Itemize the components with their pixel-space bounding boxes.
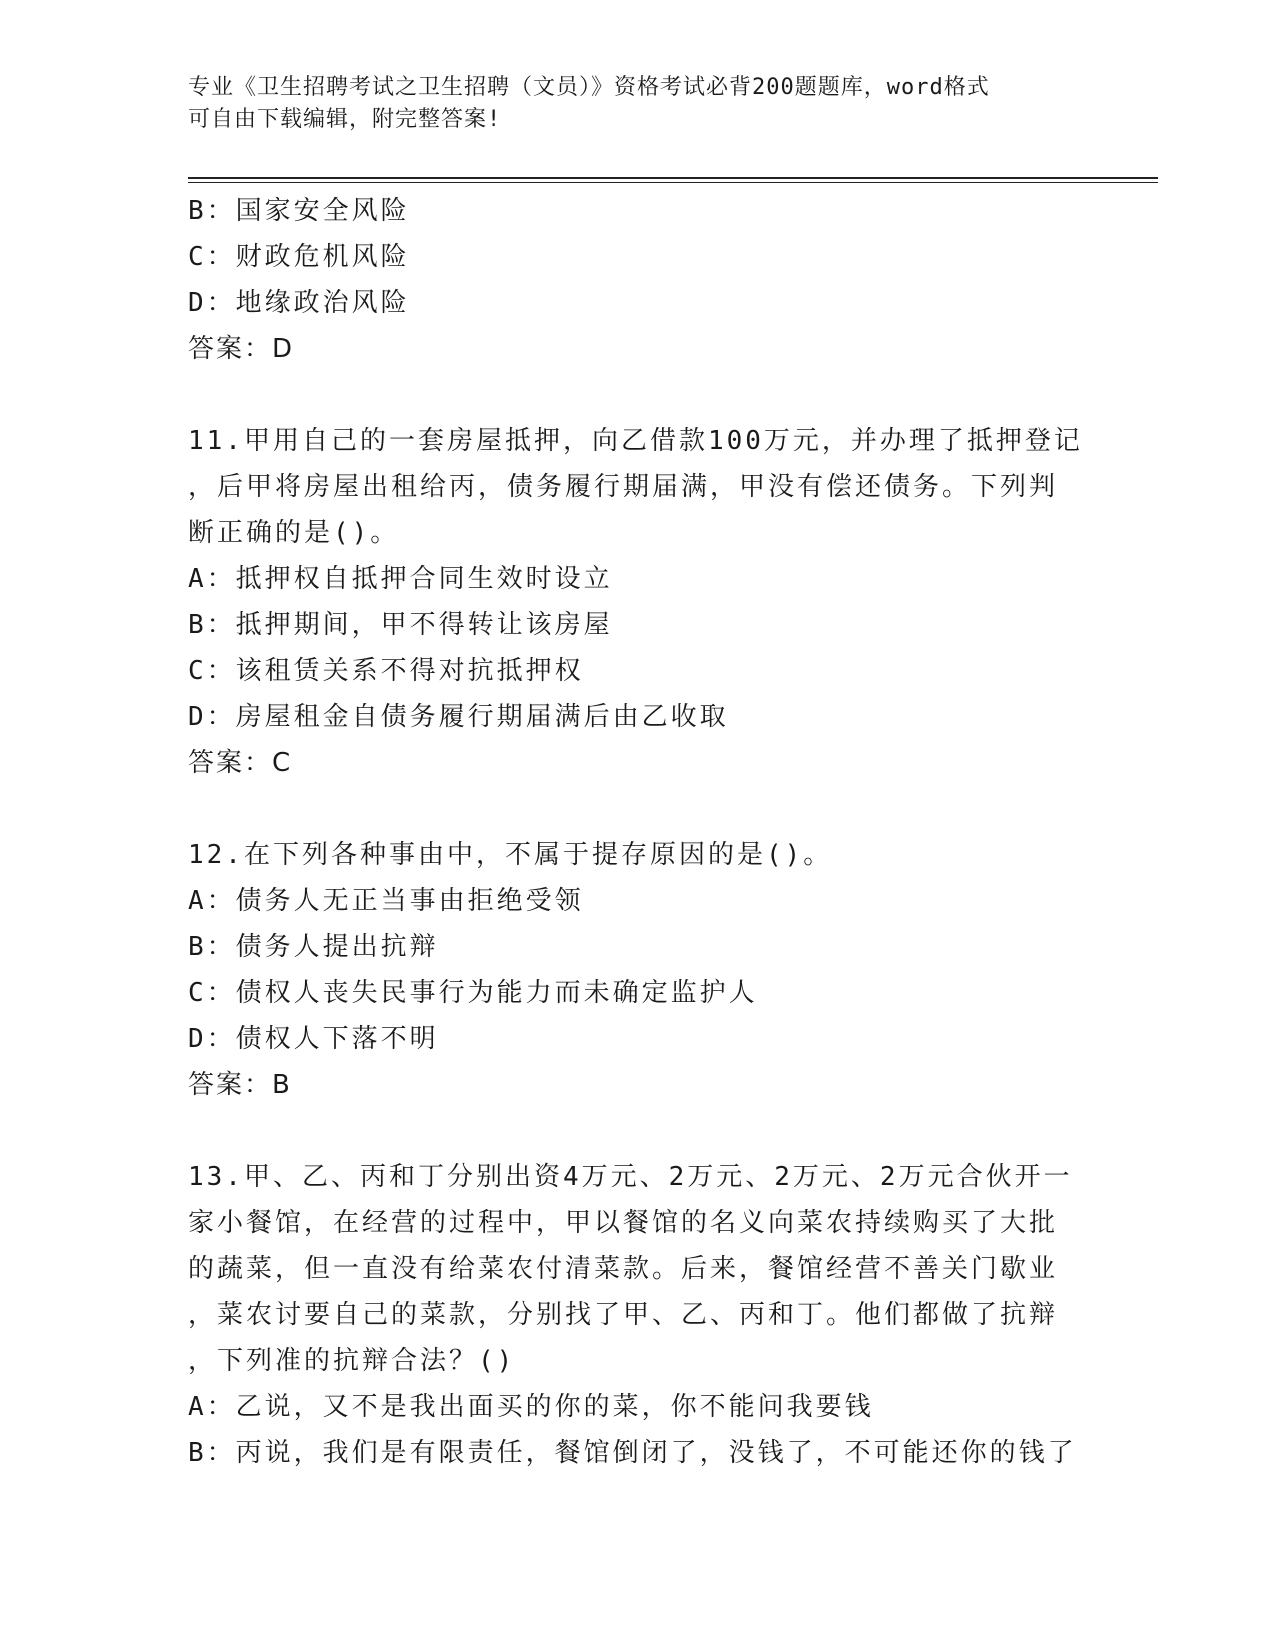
header-divider-thin (188, 182, 1158, 183)
question-stem-line: ，菜农讨要自己的菜款，分别找了甲、乙、丙和丁。他们都做了抗辩 (188, 1300, 1059, 1330)
option-b: B：抵押期间，甲不得转让该房屋 (188, 610, 613, 640)
answer-line: 答案：C (188, 748, 293, 778)
question-stem-line: 13.甲、乙、丙和丁分别出资4万元、2万元、2万元、2万元合伙开一 (188, 1162, 1073, 1192)
document-body (188, 188, 1088, 1476)
header-title-line-1: 专业《卫生招聘考试之卫生招聘（文员）》资格考试必背200题题库，word格式 (188, 75, 990, 100)
option-c: C：财政危机风险 (188, 242, 410, 272)
question-stem-line: 11.甲用自己的一套房屋抵押，向乙借款100万元，并办理了抵押登记 (188, 426, 1083, 456)
option-d: D：地缘政治风险 (188, 288, 410, 318)
option-c: C：债权人丧失民事行为能力而未确定监护人 (188, 978, 758, 1008)
answer-line: 答案：B (188, 1070, 292, 1100)
option-d: D：债权人下落不明 (188, 1024, 439, 1054)
question-stem-line: ，后甲将房屋出租给丙，债务履行期届满，甲没有偿还债务。下列判 (188, 472, 1059, 502)
option-a: A：债务人无正当事由拒绝受领 (188, 886, 584, 916)
question-10 (188, 188, 1088, 372)
spacer (188, 372, 1088, 418)
option-a: A：抵押权自抵押合同生效时设立 (188, 564, 613, 594)
question-11 (188, 418, 1088, 786)
option-b: B：丙说，我们是有限责任，餐馆倒闭了，没钱了，不可能还你的钱了 (188, 1438, 1077, 1468)
option-c: C：该租赁关系不得对抗抵押权 (188, 656, 584, 686)
document-header (188, 72, 1088, 136)
spacer (188, 1108, 1088, 1154)
option-d: D：房屋租金自债务履行期届满后由乙收取 (188, 702, 729, 732)
option-b: B：债务人提出抗辩 (188, 932, 439, 962)
option-b: B：国家安全风险 (188, 196, 410, 226)
question-stem-line: 12.在下列各种事由中，不属于提存原因的是()。 (188, 840, 833, 870)
option-a: A：乙说，又不是我出面买的你的菜，你不能问我要钱 (188, 1392, 874, 1422)
question-stem-line: 断正确的是()。 (188, 518, 400, 548)
answer-line: 答案：D (188, 334, 295, 364)
question-13 (188, 1154, 1088, 1476)
question-stem-line: 家小餐馆，在经营的过程中，甲以餐馆的名义向菜农持续购买了大批 (188, 1208, 1059, 1238)
header-title-line-2: 可自由下载编辑，附完整答案! (188, 107, 502, 132)
question-stem-line: 的蔬菜，但一直没有给菜农付清菜款。后来，餐馆经营不善关门歇业 (188, 1254, 1059, 1284)
header-divider-thick (188, 177, 1158, 179)
question-12 (188, 832, 1088, 1108)
question-stem-line: ，下列准的抗辩合法？() (188, 1346, 516, 1376)
spacer (188, 786, 1088, 832)
